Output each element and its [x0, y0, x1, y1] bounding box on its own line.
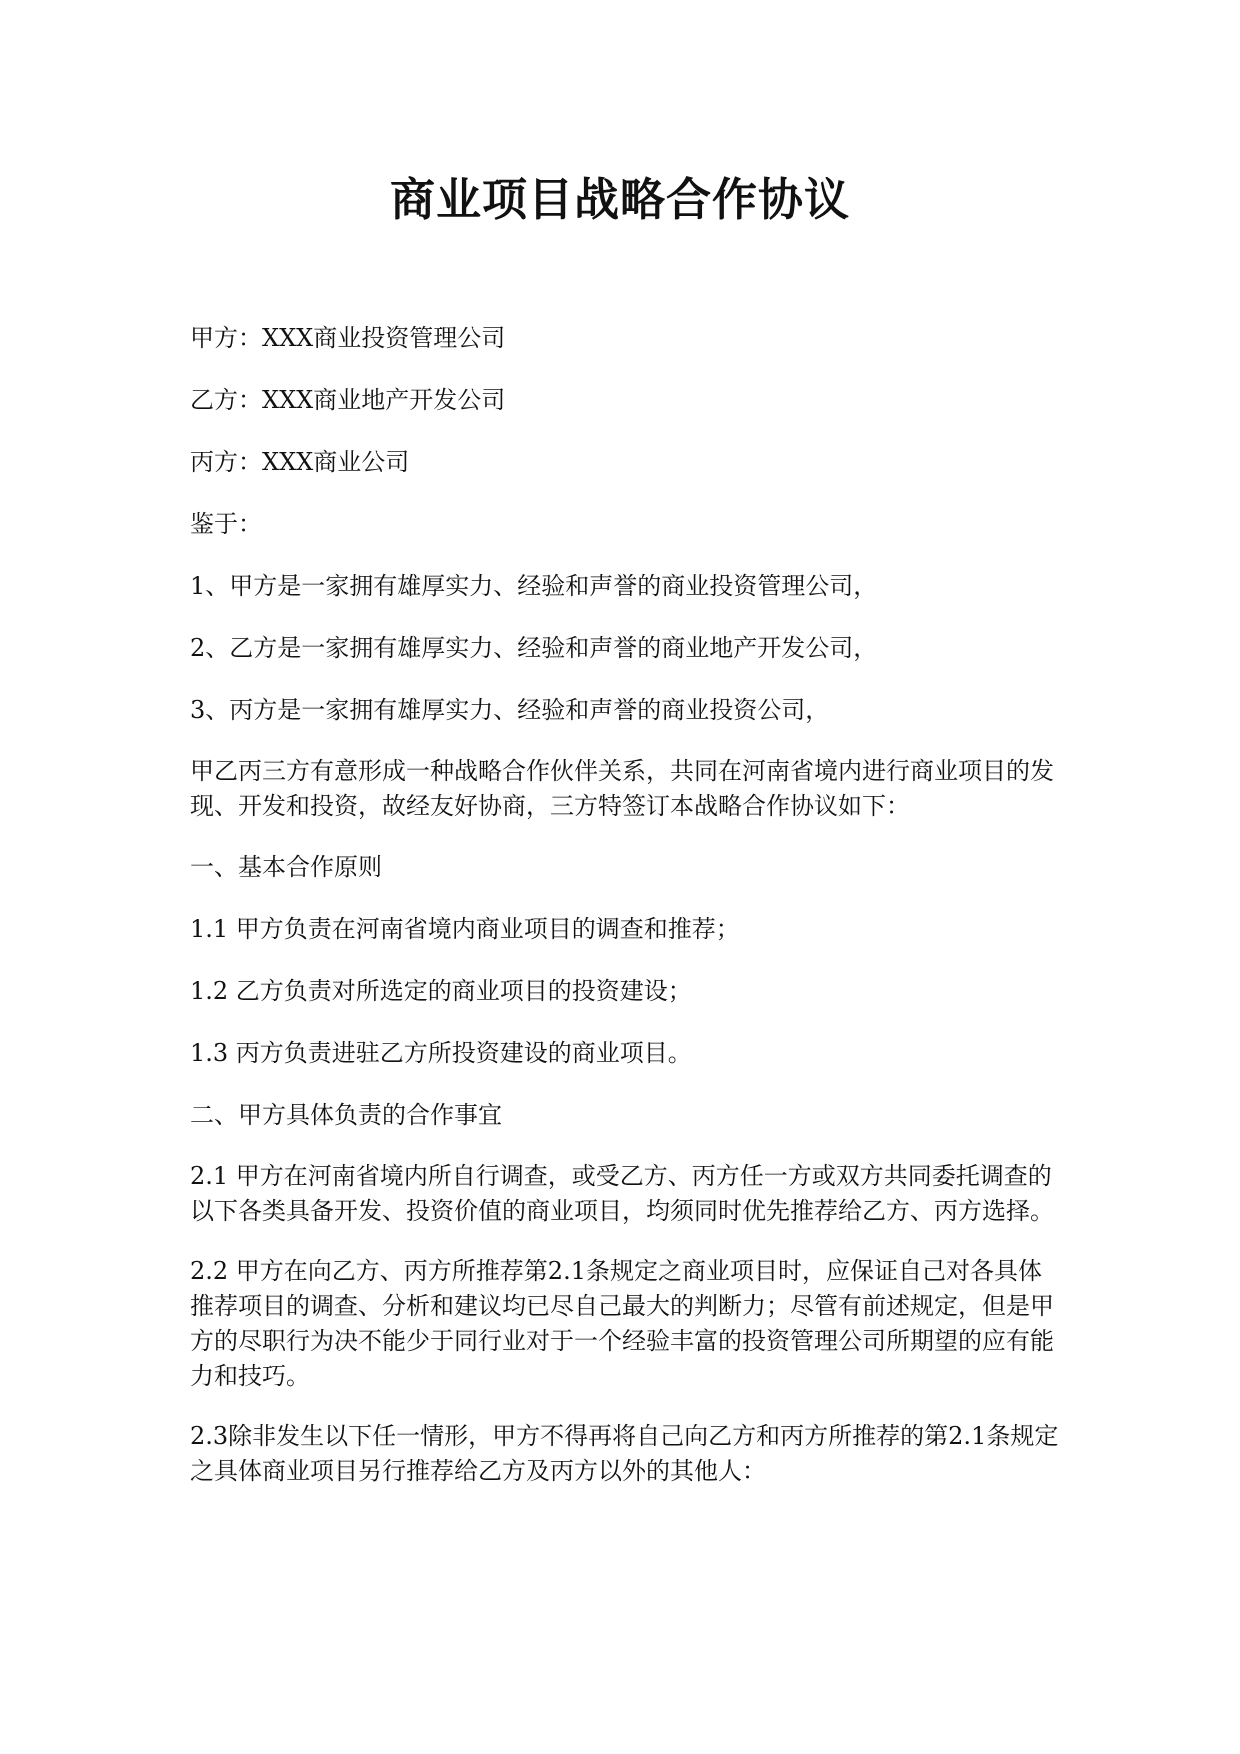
- whereas-item-2: 2、乙方是一家拥有雄厚实力、经验和声誉的商业地产开发公司，: [190, 634, 878, 662]
- whereas-item-3: 3、丙方是一家拥有雄厚实力、经验和声誉的商业投资公司，: [190, 696, 830, 724]
- document-body: [190, 320, 1060, 1514]
- document-title: 商业项目战略合作协议: [389, 173, 850, 226]
- party-b-line: 乙方：XXX商业地产开发公司: [190, 386, 506, 414]
- clause-2-1: 2.1 甲方在河南省境内所自行调查，或受乙方、丙方任一方或双方共同委托调查的以下各类具备开发、投资价值的商业项目，均须同时优先推荐给乙方、丙方选择。: [190, 1162, 1054, 1225]
- party-c-line: 丙方：XXX商业公司: [190, 448, 410, 476]
- clause-1-2: 1.2 乙方负责对所选定的商业项目的投资建设；: [190, 977, 692, 1005]
- clause-1-1: 1.1 甲方负责在河南省境内商业项目的调查和推荐；: [190, 915, 740, 943]
- whereas-heading: 鉴于：: [190, 510, 262, 538]
- whereas-item-1: 1、甲方是一家拥有雄厚实力、经验和声誉的商业投资管理公司，: [190, 572, 878, 600]
- intent-paragraph: 甲乙丙三方有意形成一种战略合作伙伴关系，共同在河南省境内进行商业项目的发现、开发和投资，故经友好协商，三方特签订本战略合作协议如下：: [190, 757, 1054, 820]
- section-1-heading: 一、基本合作原则: [190, 853, 382, 881]
- clause-2-3: 2.3除非发生以下任一情形，甲方不得再将自己向乙方和丙方所推荐的第2.1条规定之具体商业项目另行推荐给乙方及丙方以外的其他人：: [190, 1422, 1059, 1485]
- party-a-line: 甲方：XXX商业投资管理公司: [190, 324, 506, 352]
- section-2-heading: 二、甲方具体负责的合作事宜: [190, 1101, 502, 1129]
- clause-2-2: 2.2 甲方在向乙方、丙方所推荐第2.1条规定之商业项目时，应保证自己对各具体推荐项目的调查、分析和建议均已尽自己最大的判断力；尽管有前述规定，但是甲方的尽职行为决不能少于同行业对于一个经验丰富的投资管理公司所期望的应有能力和技巧。: [190, 1257, 1054, 1390]
- clause-1-3: 1.3 丙方负责进驻乙方所投资建设的商业项目。: [190, 1039, 692, 1067]
